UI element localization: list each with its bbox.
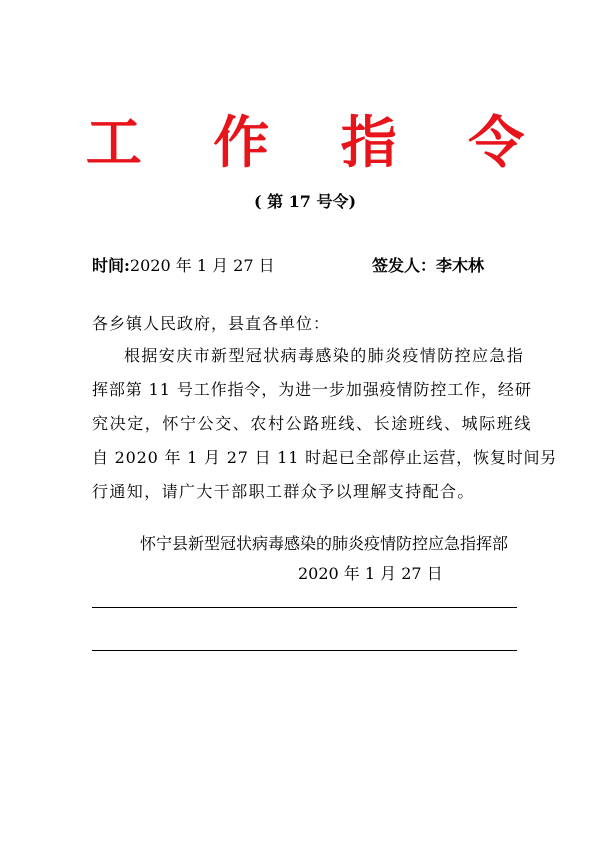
body-line-2: 挥部第 11 号工作指令，为进一步加强疫情防控工作，经研 — [92, 380, 532, 399]
issuing-organization: 怀宁县新型冠状病毒感染的肺炎疫情防控应急指挥部 — [140, 534, 509, 553]
issue-time-label: 时间: — [92, 256, 130, 275]
issue-time-value: 2020 年 1 月 27 日 — [129, 256, 275, 275]
body-line-4: 自 2020 年 1 月 27 日 11 时起已全部停止运营，恢复时间另 — [92, 448, 558, 467]
document-title: 工 作 指 令 — [85, 111, 551, 176]
body-line-1: 根据安庆市新型冠状病毒感染的肺炎疫情防控应急指 — [124, 346, 525, 365]
body-line-5: 行通知，请广大干部职工群众予以理解支持配合。 — [92, 482, 475, 501]
signer: 签发人：李木林 — [372, 256, 485, 275]
issue-time — [92, 253, 275, 279]
signature-date: 2020 年 1 月 27 日 — [298, 564, 443, 583]
salutation: 各乡镇人民政府，县直各单位： — [92, 314, 331, 333]
meta-row — [92, 253, 532, 279]
divider-line — [92, 607, 517, 608]
body-line-3: 究决定，怀宁公交、农村公路班线、长途班线、城际班线 — [92, 414, 533, 433]
order-number: ( 第 17 号令) — [253, 192, 357, 211]
divider-line — [92, 650, 517, 651]
